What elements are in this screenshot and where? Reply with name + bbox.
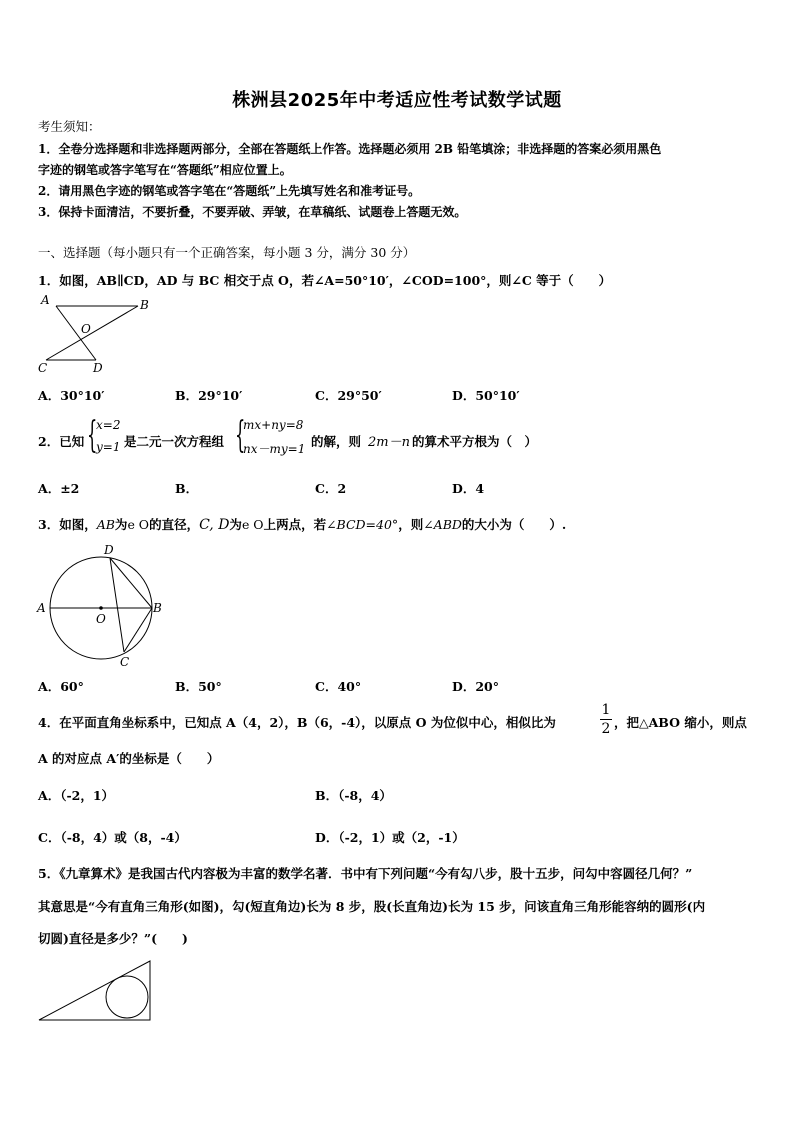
right-triangle [39,961,150,1020]
label-b: B [153,601,162,615]
q3-circle-1: e O [127,517,150,532]
q4-option-d: D．（-2，1）或（2，-1） [315,830,465,845]
q3-option-c: C．40° [315,679,362,694]
q3-text-3: 的直径， [149,517,200,532]
q5-line-3: 切圆)直径是多少？”( ) [38,931,188,946]
q2-sys1-bottom: y=1 [96,440,121,454]
q3-circle-2: e O [241,517,264,532]
q3-angle-abd: ∠ABD [423,517,462,532]
notice-item-3: 3．保持卡面清洁，不要折叠，不要弄破、弄皱，在草稿纸、试题卷上答题无效。 [38,205,467,219]
q2-suffix: 的算术平方根为（ ） [412,434,538,449]
q4-fraction-numerator: 1 [601,702,611,718]
q4-option-b: B．（-8，4） [315,788,392,803]
q2-after: 的解，则 [311,434,362,449]
q1-stem: 1．如图，AB∥CD，AD 与 BC 相交于点 O，若∠A=50°10′，∠COD=100°，则∠C 等于（ ） [38,273,612,288]
line-bc [46,306,138,360]
label-a: A [37,601,46,615]
label-o: O [96,612,106,626]
q1-option-d: D．50°10′ [452,388,520,403]
q3-text-5: 上两点，若 [263,517,327,532]
label-c: C [120,655,130,669]
label-c: C [38,361,48,375]
q3-option-b: B．50° [175,679,222,694]
q1-figure [36,292,154,376]
section-heading: 一、选择题（每小题只有一个正确答案，每小题 3 分，满分 30 分） [38,245,416,260]
q3-text-2: 为 [114,517,128,532]
q3-figure [34,540,170,670]
q3-option-a: A．60° [38,679,84,694]
q2-option-d: D．4 [452,481,485,496]
q3-cd: C, D [199,517,230,533]
page-title: 株洲县2025年中考适应性考试数学试题 [232,90,562,111]
notice-heading: 考生须知： [38,119,101,134]
label-d: D [93,361,103,375]
q4-option-a: A．（-2，1） [38,788,115,803]
q4-line-2: A 的对应点 A′的坐标是（ ） [38,751,220,766]
q2-option-b: B． [175,481,199,496]
q2-middle: 是二元一次方程组 [124,434,225,449]
q2-option-a: A．±2 [38,481,80,496]
q4-fraction-denominator: 2 [601,721,611,737]
chord-cb [124,608,152,652]
q3-option-d: D．20° [452,679,499,694]
notice-item-1-line-2: 字迹的钢笔或答字笔写在“答题纸”相应位置上。 [38,163,292,177]
label-a: A [41,293,50,307]
q2-sys2-bottom: nx－my=1 [243,442,306,456]
q2-prefix: 2．已知 [38,434,85,449]
q1-option-a: A．30°10′ [38,388,105,403]
q3-angle-bcd: ∠BCD=40° [326,517,399,532]
q4-option-c: C．（-8，4）或（8，-4） [38,830,187,845]
q2-expression: 2m－n [368,435,410,450]
q5-line-1: 5．《九章算术》是我国古代内容极为丰富的数学名著．书中有下列问题“今有勾八步，股十五步，问勾中容圆径几何？” [38,866,693,881]
q3-text-7: 的大小为（ ）. [461,517,567,532]
q2-brace-2: { [235,415,246,456]
q2-brace-1: { [87,415,98,456]
center-point [99,606,103,610]
q4-line-1b: ，把△ABO 缩小，则点 [614,715,747,730]
q4-fraction [600,702,612,738]
inscribed-circle [106,976,148,1018]
q3-text-1: 3．如图， [38,517,97,532]
q3-text-6: ，则 [398,517,424,532]
label-d: D [104,543,114,557]
q5-triangle-figure [36,958,156,1024]
q3-text-4: 为 [229,517,242,532]
q4-line-1a: 4．在平面直角坐标系中，已知点 A（4，2），B（6，-4），以原点 O 为位似中心，相似比为 [38,715,556,730]
notice-item-1-line-1: 1．全卷分选择题和非选择题两部分，全部在答题纸上作答。选择题必须用 2B 铅笔填涂；非选择题的答案必须用黑色 [38,142,662,156]
q3-ab: AB [96,517,115,532]
q3-stem [38,515,566,533]
q1-option-b: B．29°10′ [175,388,243,403]
q2-sys1-top: x=2 [96,418,121,432]
label-o: O [81,322,91,336]
notice-item-2: 2．请用黑色字迹的钢笔或答字笔在“答题纸”上先填写姓名和准考证号。 [38,184,421,198]
q2-sys2-top: mx+ny=8 [243,418,304,432]
q2-option-c: C．2 [315,481,347,496]
q5-line-2: 其意思是“今有直角三角形(如图)，勾(短直角边)长为 8 步，股(长直角边)长为 15 步，问该直角三角形能容纳的圆形(内 [38,899,706,914]
q1-option-c: C．29°50′ [315,388,382,403]
label-b: B [140,298,149,312]
